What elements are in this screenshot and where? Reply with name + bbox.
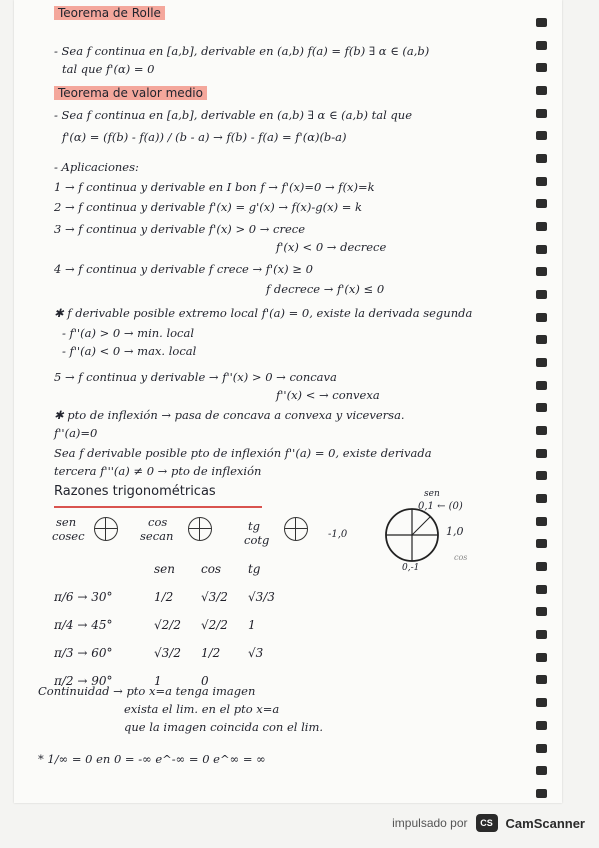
heading-razones: Razones trigonométricas (54, 484, 216, 499)
table-cell: 0 (200, 674, 209, 688)
circle-cos-label: cos (454, 553, 468, 562)
heading-underline (54, 506, 262, 508)
quadrant-sign-diagram (94, 517, 118, 541)
table-cell: √3/2 (154, 646, 181, 660)
quadrant-sign-diagram (284, 517, 308, 541)
camscanner-logo-icon: CS (476, 814, 498, 832)
limits-line: * 1/∞ = 0 en 0 = -∞ e^-∞ = 0 e^∞ = ∞ (38, 752, 266, 766)
table-cell: 1 (154, 674, 162, 688)
table-cell: cos (200, 562, 222, 576)
table-cell: π/3 → 60° (54, 646, 113, 660)
trig-secan-label: secan (140, 529, 174, 543)
inflexion-line-4: tercera f'''(a) ≠ 0 → pto de inflexión (54, 464, 262, 478)
aplicacion-4a: 4 → f continua y derivable f crece → f'(x) ≥ 0 (54, 262, 313, 276)
table-cell: 1/2 (154, 590, 174, 604)
table-cell: √2/2 (200, 618, 228, 632)
rolle-line-1: - Sea f continua en [a,b], derivable en (a,b) f(a) = f(b) ∃ α ∈ (a,b) (54, 44, 430, 58)
aplicacion-3b: f'(x) < 0 → decrece (276, 240, 387, 254)
inflexion-line-3: Sea f derivable posible pto de inflexión f''(a) = 0, existe derivada (54, 446, 432, 460)
table-cell: √3 (247, 646, 264, 660)
spiral-binding (536, 18, 548, 798)
footer-text: impulsado por (392, 816, 468, 830)
aplicacion-1: 1 → f continua y derivable en I bon f → f'(x)=0 → f(x)=k (54, 180, 375, 194)
circle-left-label: -1,0 (328, 529, 348, 540)
aplicacion-3a: 3 → f continua y derivable f'(x) > 0 → crece (54, 222, 305, 236)
table-row (54, 562, 293, 588)
table-cell: √3/3 (247, 590, 275, 604)
trig-tg-label: tg (248, 519, 260, 533)
table-row (54, 618, 293, 644)
aplicacion-2: 2 → f continua y derivable f'(x) = g'(x) → f(x)-g(x) = k (54, 200, 363, 214)
heading-valor-medio: Teorema de valor medio (54, 86, 207, 100)
notebook-page (14, 0, 562, 803)
table-cell: π/6 → 30° (54, 590, 113, 604)
continuidad-line-2: exista el lim. en el pto x=a (124, 702, 280, 716)
continuidad-line-3: que la imagen coincida con el lim. (124, 720, 324, 734)
table-cell: 1 (247, 618, 256, 632)
table-cell: 1/2 (200, 646, 221, 660)
camscanner-brand: CamScanner (505, 815, 585, 831)
heading-rolle: Teorema de Rolle (54, 6, 165, 20)
vm-line-1: - Sea f continua en [a,b], derivable en (a,b) ∃ α ∈ (a,b) tal que (54, 108, 413, 122)
aplicaciones-label: - Aplicaciones: (54, 160, 139, 174)
table-row (54, 590, 293, 616)
trig-cosec-label: cosec (52, 529, 85, 543)
trig-cotg-label: cotg (244, 533, 270, 547)
table-cell (54, 562, 152, 588)
trig-cos-label: cos (148, 515, 168, 529)
circle-sen-label: sen (424, 489, 440, 499)
derivada-line-2: - f''(a) > 0 → min. local (62, 326, 195, 340)
table-cell: tg (247, 562, 261, 576)
rolle-line-2: tal que f'(α) = 0 (62, 62, 155, 76)
continuidad-line-1: Continuidad → pto x=a tenga imagen (38, 684, 256, 698)
unit-circle-diagram (328, 489, 504, 573)
table-cell: π/2 → 90° (54, 674, 113, 688)
aplicacion-5b: f''(x) < → convexa (276, 388, 380, 402)
inflexion-line-2: f''(a)=0 (54, 426, 98, 440)
circle-right-label: 1,0 (446, 525, 464, 538)
table-cell: π/4 → 45° (54, 618, 113, 632)
camscanner-footer (392, 814, 585, 832)
vm-line-2: f'(α) = (f(b) - f(a)) / (b - a) → f(b) - f(a) = f'(α)(b-a) (62, 130, 347, 144)
trig-sen-label: sen (56, 515, 77, 529)
inflexion-line-1: ✱ pto de inflexión → pasa de concava a convexa y viceversa. (54, 408, 405, 422)
derivada-line-3: - f''(a) < 0 → max. local (62, 344, 197, 358)
circle-bottom-label: 0,-1 (402, 563, 420, 573)
table-cell: sen (154, 562, 175, 576)
table-row (54, 646, 293, 672)
derivada-line-1: ✱ f derivable posible extremo local f'(a) = 0, existe la derivada segunda (54, 306, 473, 320)
table-cell: √2/2 (154, 618, 181, 632)
aplicacion-5a: 5 → f continua y derivable → f''(x) > 0 → concava (54, 370, 337, 384)
table-cell: √3/2 (200, 590, 228, 604)
circle-top-label: 0,1 ← (0) (418, 501, 463, 512)
quadrant-sign-diagram (188, 517, 212, 541)
trig-values-table (52, 560, 295, 702)
aplicacion-4b: f decrece → f'(x) ≤ 0 (266, 282, 385, 296)
